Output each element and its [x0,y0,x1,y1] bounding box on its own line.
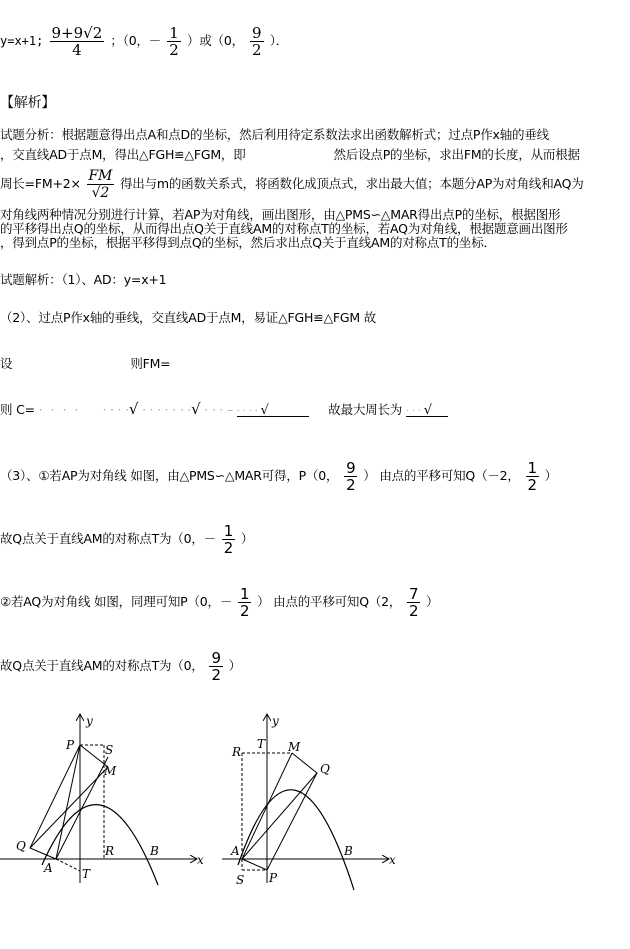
figure-right [222,705,402,895]
analysis-line-3: 周长=FM+2× $\frac{FM}{√2}$ 得出与m的函数关系式，将函数化成顶点式，求出最大值；本题分AP为对角线和AQ为 [0,168,584,201]
answer-fraction-3: $\frac{9}{2}$ [252,24,262,59]
label-A: A [231,844,240,858]
label-B: B [150,844,159,858]
label-M: M [104,764,117,778]
solution-line-6: 故Q点关于直线AM的对称点T为（0，－ $\frac{1}{2}$ ） [0,522,254,557]
answer-line: y=x+1; $\frac{9+9√2}{4}$ ；（0，－ $\frac{1}{2}$ ）或（0， $\frac{9}{2}$ ）． [0,24,289,59]
analysis-line-6: ，得到点P的坐标，根据平移得到点Q的坐标，然后求出点Q关于直线AM的对称点T的坐标． [0,235,496,250]
label-A: A [44,861,53,875]
figure-left [0,705,210,895]
label-Q: Q [320,762,330,776]
solution-line-5: （3）、①若AP为对角线 如图，由△PMS∽△MAR可得，P（0， $\frac{9}{2}$ ） 由点的平移可知Q（－2， $\frac{1}{2}$ ） [0,459,557,494]
label-R: R [232,745,242,759]
label-S: S [236,873,245,887]
label-S: S [105,743,114,757]
label-R: R [105,844,115,858]
label-x: x [389,853,396,867]
parabola [238,790,354,890]
parallelogram-left [30,745,80,859]
analysis-line-2: ，交直线AD于点M，得出△FGH≌△FGM，即 然后设点P的坐标，求出FM的长度，从而根据 [0,147,580,162]
label-y: y [86,714,93,728]
solution-line-1: 试题解析：（1）、AD：y=x+1 [0,272,167,287]
solution-line-8: 故Q点关于直线AM的对称点T为（0， $\frac{9}{2}$ ） [0,649,241,684]
analysis-heading: 【解析】 [0,95,56,111]
analysis-line-4: 对角线两种情况分别进行计算，若AP为对角线，画出图形，由△PMS∽△MAR得出点P的坐标，根据图形 [0,207,561,222]
label-x: x [197,853,204,867]
parallelogram-right [242,753,317,870]
label-T: T [257,737,266,751]
dash-AT [56,859,80,871]
line-AM [56,757,108,859]
analysis-line-1: 试题分析：根据题意得出点A和点D的坐标，然后利用待定系数法求出函数解析式；过点P作x轴的垂线 [0,127,549,142]
label-y: y [272,714,279,728]
label-P: P [66,738,75,752]
label-M: M [288,740,301,754]
fm-fraction: $\frac{FM}{√2}$ [88,168,113,201]
answer-fraction-1: $\frac{9+9√2}{4}$ [51,24,103,59]
solution-line-2: （2）、过点P作x轴的垂线，交直线AD于点M，易证△FGH≌△FGM 故 [0,310,377,325]
label-P: P [269,871,278,885]
solution-line-7: ②若AQ为对角线 如图，同理可知P（0，－ $\frac{1}{2}$ ） 由点的平移可知Q（2， $\frac{7}{2}$ ） [0,585,439,620]
label-Q: Q [16,839,26,853]
analysis-line-5: 的平移得出点Q的坐标，从而得出点Q关于直线AM的对称点T的坐标，若AQ为对角线，根据题意画出图形 [0,221,568,236]
solution-line-3: 设 则FM= [0,356,171,371]
segment-QM [30,767,108,848]
solution-line-4: 则 C= · · · · · · · ·√ · · · · · · ·√ · · · – · · · · √ 故最大周长为 · · · √ [0,400,448,418]
answer-text: y=x+1; [0,34,44,48]
answer-fraction-2: $\frac{1}{2}$ [169,24,179,59]
label-T: T [82,867,91,881]
label-B: B [344,844,353,858]
